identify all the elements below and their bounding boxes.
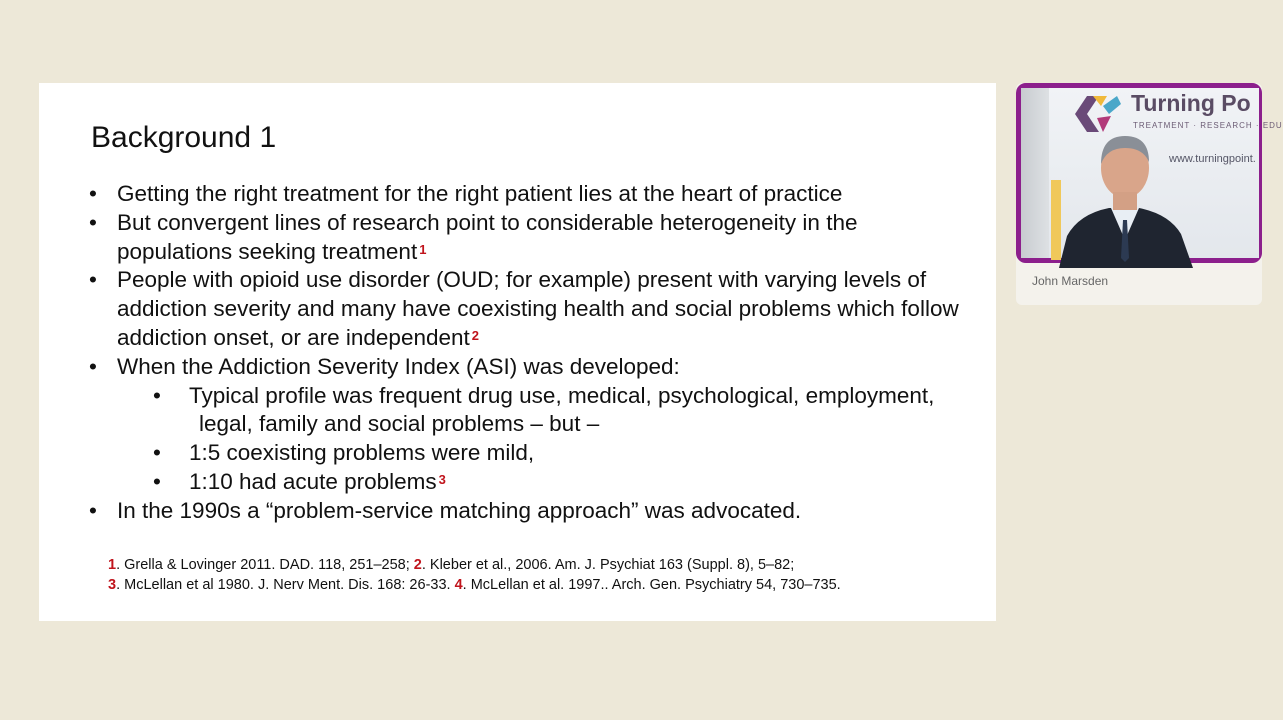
bullet-text: When the Addiction Severity Index (ASI) was developed: [117, 353, 680, 379]
reference-number: 2 [413, 557, 422, 573]
bullet-text: In the 1990s a “problem-service matching approach” was advocated. [117, 497, 802, 523]
sub-bullet-item [153, 468, 969, 497]
bullet-item [89, 180, 969, 209]
bullet-list [89, 180, 969, 526]
slide [39, 83, 996, 621]
speaker-name: John Marsden [1032, 274, 1109, 288]
sub-bullet-item [153, 439, 969, 468]
brand-url: www.turningpoint. [1169, 153, 1256, 165]
sub-bullet-text: 1:5 coexisting problems were mild, [189, 440, 535, 466]
references [108, 555, 841, 595]
reference-number: 4 [454, 577, 463, 593]
reference-line [108, 555, 841, 575]
reference-line [108, 575, 841, 595]
reference-number: 1 [108, 557, 117, 573]
sub-bullet-text: legal, family and social problems – but – [199, 411, 600, 437]
video-frame[interactable] [1016, 83, 1283, 263]
reference-text: . Grella & Lovinger 2011. DAD. 118, 251–258; [116, 557, 414, 573]
bullet-item [89, 353, 969, 497]
speaker-video-tile[interactable] [1016, 83, 1283, 305]
slide-title: Background 1 [91, 121, 277, 154]
citation-marker: 3 [438, 471, 446, 487]
brand-name: Turning Po [1131, 90, 1251, 116]
reference-text: . McLellan et al. 1997.. Arch. Gen. Psychiatry 54, 730–735. [462, 577, 841, 593]
sub-bullet-text: 1:10 had acute problems [189, 468, 437, 494]
bullet-item [89, 497, 969, 526]
reference-text: . Kleber et al., 2006. Am. J. Psychiat 163 (Suppl. 8), 5–82; [421, 557, 795, 573]
bullet-item [89, 209, 969, 267]
speaker-figure [1039, 128, 1209, 268]
sub-bullet-list [117, 382, 969, 497]
citation-marker: 2 [471, 327, 479, 343]
brand-tagline: TREATMENT · RESEARCH · EDU [1133, 121, 1283, 130]
citation-marker: 1 [419, 241, 427, 257]
reference-text: . McLellan et al 1980. J. Nerv Ment. Dis. 168: 26-33. [116, 577, 455, 593]
bullet-text: People with opioid use disorder (OUD; for example) present with varying levels of addiction severity and many have coexisting health and social problems which follow addiction onset, or are independent [117, 267, 959, 350]
sub-bullet-item [153, 382, 969, 440]
bullet-text: But convergent lines of research point to considerable heterogeneity in the populations seeking treatment [117, 209, 858, 264]
reference-number: 3 [108, 577, 117, 593]
bullet-text: Getting the right treatment for the right patient lies at the heart of practice [117, 181, 843, 206]
bullet-item [89, 266, 969, 352]
sub-bullet-text: Typical profile was frequent drug use, medical, psychological, employment, [189, 382, 935, 408]
